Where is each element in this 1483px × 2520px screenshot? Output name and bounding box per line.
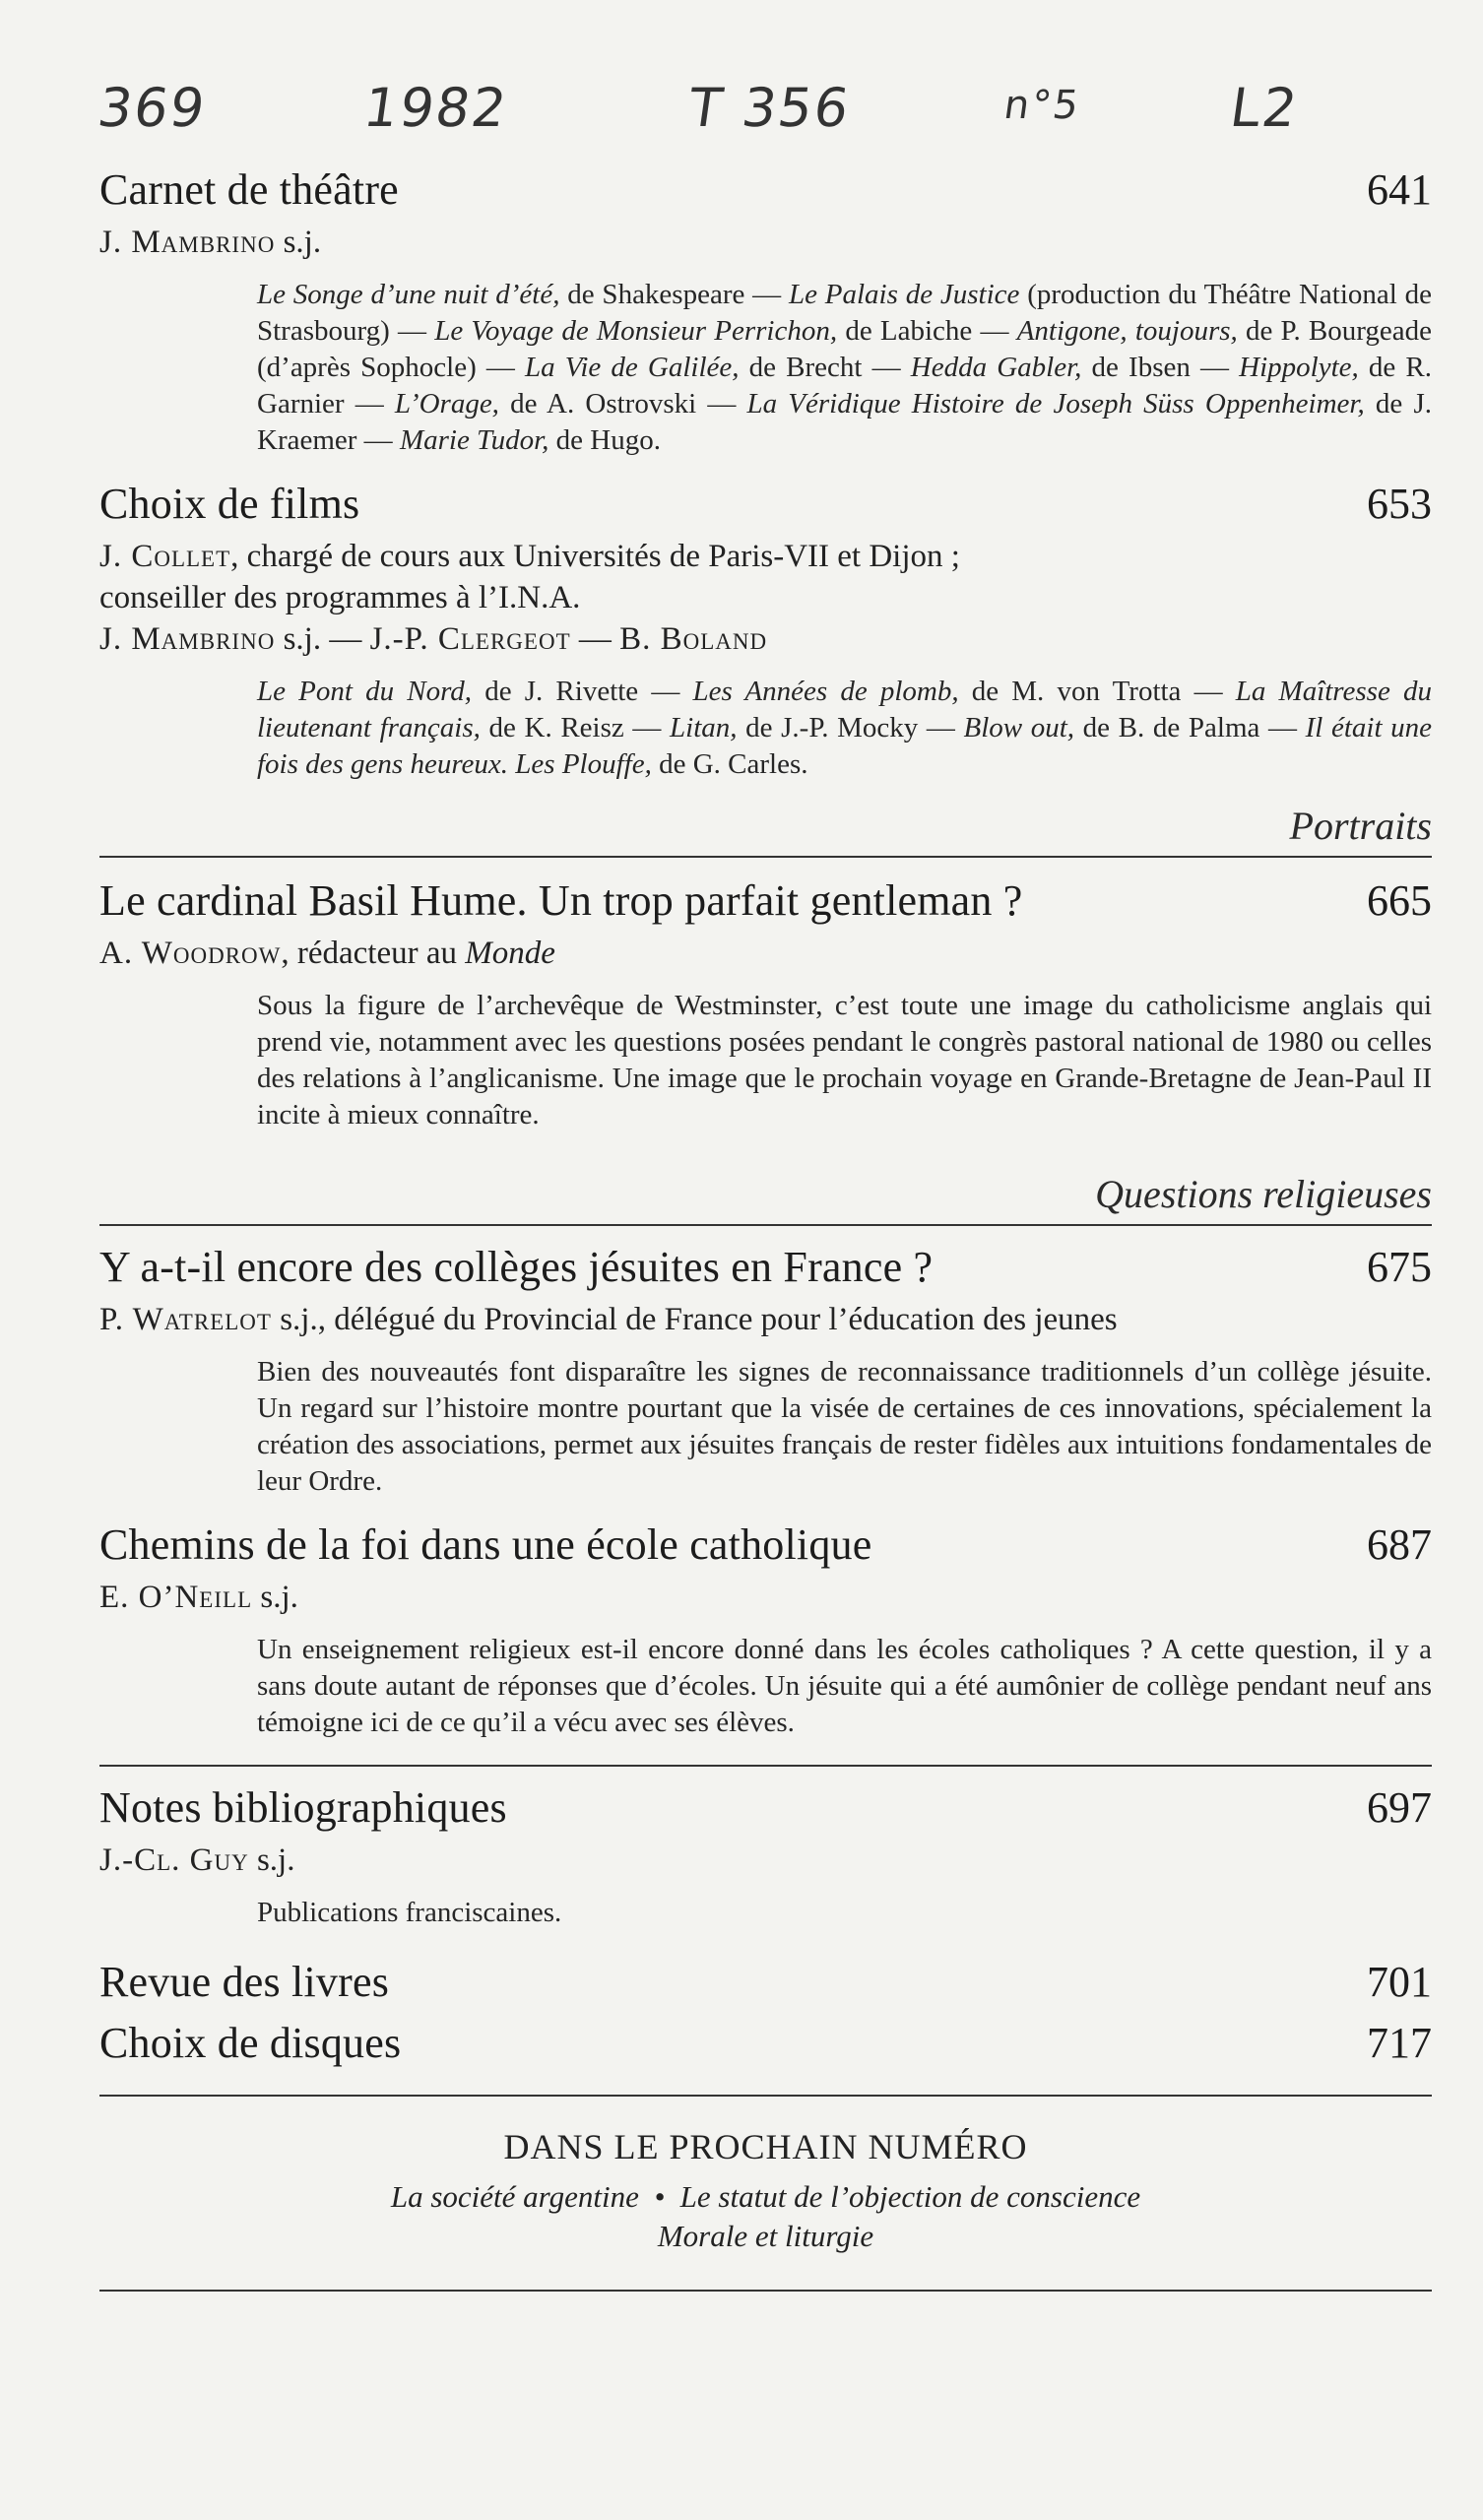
next-issue-box xyxy=(99,2126,1432,2256)
entry-page-number: 665 xyxy=(1367,876,1432,925)
toc-entry-cardinal-hume xyxy=(99,873,1432,1133)
author-name: J. Mambrino xyxy=(99,621,276,657)
table-of-contents xyxy=(99,162,1432,2292)
entry-author xyxy=(99,1577,1432,1618)
entry-title: Carnet de théâtre xyxy=(99,165,399,214)
entry-title: Choix de disques xyxy=(99,2019,402,2067)
section-divider xyxy=(99,856,1432,858)
entry-abstract: Le Songe d’une nuit d’été, de Shakespeare — Le Palais de Justice (production du Théâtre National de Strasbourg) — Le Voyage de Monsieur Perrichon, de Labiche — Antigone, toujours, de P. Bourgeade (d’après Sophocle) — La Vie de Galilée, de Brecht — Hedda Gabler, de Ibsen — Hippolyte, de R. Garnier — L’Orage, de A. Ostrovski — La Véridique Histoire de Joseph Süss Oppenheimer, de J. Kraemer — Marie Tudor, de Hugo. xyxy=(257,279,1433,456)
author-affiliation: s.j. xyxy=(275,225,322,260)
author-name: J.-Cl. Guy xyxy=(99,1842,249,1878)
toc-entry-colleges-jesuites xyxy=(99,1240,1432,1500)
entry-title: Choix de films xyxy=(99,480,360,528)
entry-title: Chemins de la foi dans une école catholique xyxy=(99,1520,872,1569)
handwritten-note-3: T 356 xyxy=(684,77,855,139)
entry-heading xyxy=(99,1780,1432,1836)
author-name: J. Collet xyxy=(99,539,231,574)
entry-heading xyxy=(99,873,1432,929)
handwritten-note-5: L2 xyxy=(1226,77,1303,139)
author-name: E. O’Neill xyxy=(99,1580,253,1615)
author-name: J.-P. Clergeot xyxy=(369,621,571,657)
entry-title: Revue des livres xyxy=(99,1958,390,2006)
section-divider xyxy=(99,1224,1432,1226)
entry-page-number: 697 xyxy=(1367,1783,1432,1832)
toc-entry-notes-bibliographiques xyxy=(99,1780,1432,1931)
author-name: A. Woodrow xyxy=(99,936,282,971)
entry-title: Le cardinal Basil Hume. Un trop parfait gentleman ? xyxy=(99,876,1023,925)
author-separator: s.j. — xyxy=(275,621,370,657)
section-questions-religieuses xyxy=(99,1173,1432,1226)
author-separator: — xyxy=(570,621,620,657)
author-affiliation: , chargé de cours aux Universités de Paris-VII et Dijon ; xyxy=(230,539,960,574)
next-issue-line-1: La société argentine • Le statut de l’objection de conscience xyxy=(390,2179,1141,2214)
handwritten-annotation xyxy=(94,77,1398,156)
entry-abstract: Un enseignement religieux est-il encore donné dans les écoles catholiques ? A cette question, il y a sans doute autant de réponses que d’écoles. Un jésuite qui a été aumônier de collège pendant neuf ans témoigne ici de ce qu’il a vécu avec ses élèves. xyxy=(257,1634,1432,1738)
entry-abstract: Publications franciscaines. xyxy=(257,1897,562,1928)
entry-abstract: Sous la figure de l’archevêque de Westminster, c’est toute une image du catholicisme anglais qui prend vie, notamment avec les questions posées pendant le congrès pastoral national de 1980 ou celles des relations à l’anglicanisme. Une image que le prochain voyage en Grande-Bretagne de Jean-Paul II incite à mieux connaître. xyxy=(257,990,1432,1131)
next-issue-heading: DANS LE PROCHAIN NUMÉRO xyxy=(503,2127,1028,2166)
author-affiliation-italic: Monde xyxy=(465,936,555,971)
entry-heading xyxy=(99,1518,1432,1573)
author-name: J. Mambrino xyxy=(99,225,276,260)
section-portraits xyxy=(99,805,1432,858)
section-divider xyxy=(99,2095,1432,2097)
entry-author xyxy=(99,1299,1432,1340)
bottom-divider xyxy=(99,2290,1432,2292)
entry-heading xyxy=(99,1240,1432,1295)
entry-page-number: 717 xyxy=(1367,2019,1432,2067)
toc-entry-choix-de-films xyxy=(99,477,1432,783)
entry-page-number: 641 xyxy=(1367,165,1432,214)
author-affiliation: s.j. xyxy=(252,1580,298,1615)
entry-author xyxy=(99,933,1432,974)
entry-page-number: 653 xyxy=(1367,480,1432,528)
entry-page-number: 687 xyxy=(1367,1520,1432,1569)
toc-entry-chemins-de-la-foi xyxy=(99,1518,1432,1741)
author-affiliation: , rédacteur au xyxy=(281,936,466,971)
entry-author xyxy=(99,222,1432,263)
section-divider xyxy=(99,1765,1432,1767)
author-affiliation-line2: conseiller des programmes à l’I.N.A. xyxy=(99,580,581,615)
entry-author xyxy=(99,1840,1432,1881)
author-affiliation: s.j., délégué du Provincial de France pour l’éducation des jeunes xyxy=(271,1302,1118,1337)
handwritten-note-1: 369 xyxy=(94,77,211,139)
entry-heading xyxy=(99,477,1432,532)
author-affiliation: s.j. xyxy=(248,1842,295,1878)
entry-heading xyxy=(99,162,1432,218)
author-name: P. Watrelot xyxy=(99,1302,272,1337)
entry-title: Y a-t-il encore des collèges jésuites en France ? xyxy=(99,1243,934,1291)
toc-entry-choix-de-disques xyxy=(99,2016,1432,2071)
entry-title: Notes bibliographiques xyxy=(99,1783,507,1832)
author-name: B. Boland xyxy=(619,621,768,657)
section-title: Portraits xyxy=(1289,804,1432,848)
handwritten-note-4: n°5 xyxy=(1000,83,1084,128)
toc-entry-carnet-de-theatre xyxy=(99,162,1432,459)
section-title: Questions religieuses xyxy=(1095,1172,1432,1216)
entry-author xyxy=(99,536,1432,660)
handwritten-note-2: 1982 xyxy=(359,77,512,139)
entry-page-number: 701 xyxy=(1367,1958,1432,2006)
entry-abstract: Bien des nouveautés font disparaître les signes de reconnaissance traditionnels d’un collège jésuite. Un regard sur l’histoire montre pourtant que la visée de certaines de ces innovations, spécialement la création des associations, permet aux jésuites français de rester fidèles aux intuitions fondamentales de leur Ordre. xyxy=(257,1356,1432,1497)
next-issue-line-2: Morale et liturgie xyxy=(657,2219,874,2253)
toc-entry-revue-des-livres xyxy=(99,1955,1432,2010)
entry-page-number: 675 xyxy=(1367,1243,1432,1291)
entry-abstract: Le Pont du Nord, de J. Rivette — Les Années de plomb, de M. von Trotta — La Maîtresse du lieutenant français, de K. Reisz — Litan, de J.-P. Mocky — Blow out, de B. de Palma — Il était une fois des gens heureux. Les Plouffe, de G. Carles. xyxy=(257,676,1432,780)
